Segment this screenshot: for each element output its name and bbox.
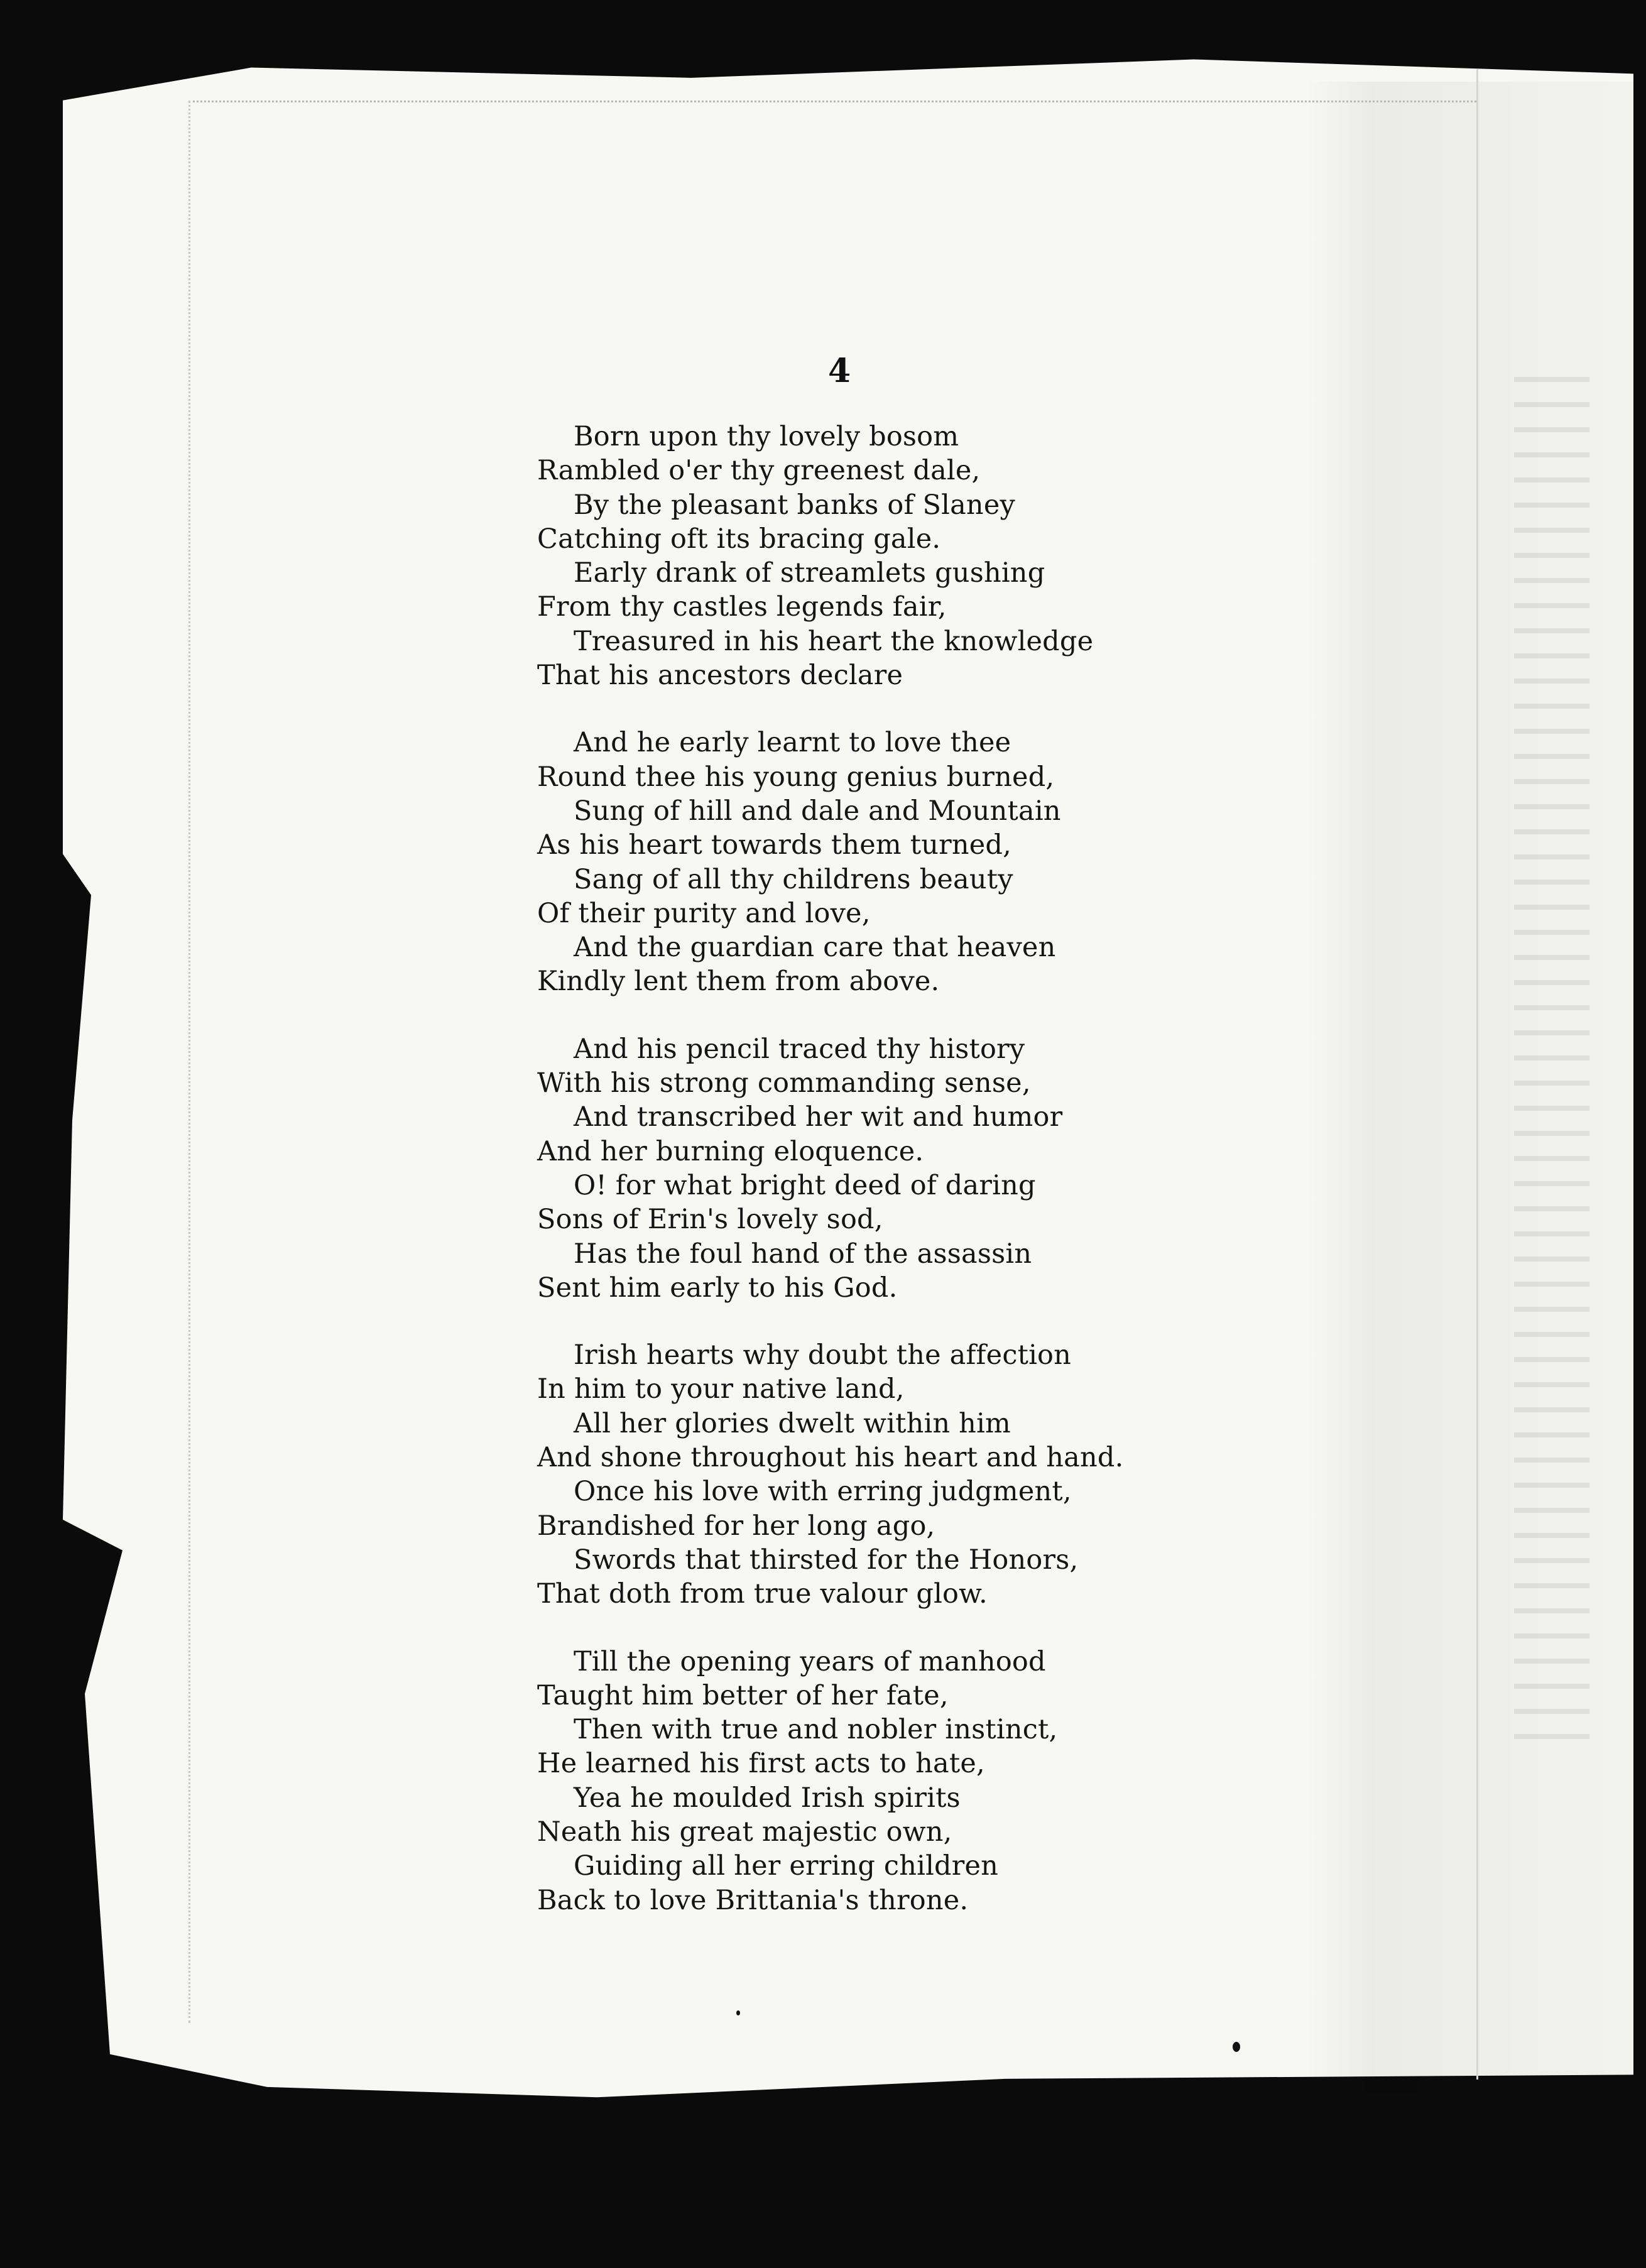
frame-rule-left <box>188 101 190 2023</box>
poem-line: Till the opening years of manhood <box>574 1645 1046 1677</box>
poem-line: Sang of all thy childrens beauty <box>574 863 1013 895</box>
stanza-4 <box>537 1338 1266 1611</box>
poem-line: By the pleasant banks of Slaney <box>574 489 1015 521</box>
stanza-5 <box>537 1645 1266 1917</box>
ink-speck <box>1233 2042 1240 2052</box>
poem-line: Swords that thirsted for the Honors, <box>574 1544 1079 1576</box>
poem-line: Has the foul hand of the assassin <box>574 1238 1032 1270</box>
poem-line: All her glories dwelt within him <box>574 1407 1011 1439</box>
poem-line: And he early learnt to love thee <box>574 727 1011 759</box>
poem-line: That doth from true valour glow. <box>537 1578 988 1610</box>
poem-line: Kindly lent them from above. <box>537 966 940 998</box>
poem-line: And transcribed her wit and humor <box>574 1101 1063 1133</box>
poem-line: Catching oft its bracing gale. <box>537 523 941 555</box>
poem-line: From thy castles legends fair, <box>537 591 947 623</box>
poem-line: Then with true and nobler instinct, <box>574 1714 1058 1746</box>
poem-line: Born upon thy lovely bosom <box>574 421 959 452</box>
poem-line: Early drank of streamlets gushing <box>574 557 1045 589</box>
poem-line: Neath his great majestic own, <box>537 1816 952 1848</box>
poem-line: Treasured in his heart the knowledge <box>574 625 1094 657</box>
frame-rule-top <box>188 101 1476 102</box>
poem-line: Taught him better of her fate, <box>537 1679 949 1711</box>
poem-line: Guiding all her erring children <box>574 1850 999 1882</box>
poem-line: Brandished for her long ago, <box>537 1510 935 1542</box>
poem-line: He learned his first acts to hate, <box>537 1748 985 1780</box>
poem-line: Yea he moulded Irish spirits <box>574 1782 961 1814</box>
poem-body <box>537 420 1266 1951</box>
page-fold-line <box>1476 69 1478 2080</box>
poem-line: Back to love Brittania's throne. <box>537 1884 969 1916</box>
poem-line: And his pencil traced thy history <box>574 1033 1025 1065</box>
stanza-1 <box>537 420 1266 692</box>
poem-line: With his strong commanding sense, <box>537 1067 1031 1099</box>
poem-line: Round thee his young genius burned, <box>537 761 1055 793</box>
poem-line: That his ancestors declare <box>537 660 903 692</box>
poem-line: And shone throughout his heart and hand. <box>537 1442 1124 1474</box>
poem-line: Irish hearts why doubt the affection <box>574 1339 1072 1371</box>
stanza-2 <box>537 726 1266 998</box>
poem-line: Rambled o'er thy greenest dale, <box>537 455 981 487</box>
poem-line: In him to your native land, <box>537 1373 905 1405</box>
stanza-3 <box>537 1032 1266 1305</box>
poem-line: Sons of Erin's lovely sod, <box>537 1204 883 1236</box>
poem-line: As his heart towards them turned, <box>537 829 1012 861</box>
poem-line: And her burning eloquence. <box>537 1135 924 1167</box>
poem-line: And the guardian care that heaven <box>574 932 1056 964</box>
show-through-text <box>1514 377 1589 1759</box>
poem-line: Sung of hill and dale and Mountain <box>574 795 1061 827</box>
poem-line: O! for what bright deed of daring <box>574 1169 1036 1201</box>
ink-speck <box>736 2010 740 2015</box>
page-number: 4 <box>828 352 851 390</box>
poem-line: Of their purity and love, <box>537 897 871 929</box>
poem-line: Once his love with erring judgment, <box>574 1476 1072 1508</box>
poem-line: Sent him early to his God. <box>537 1272 898 1304</box>
